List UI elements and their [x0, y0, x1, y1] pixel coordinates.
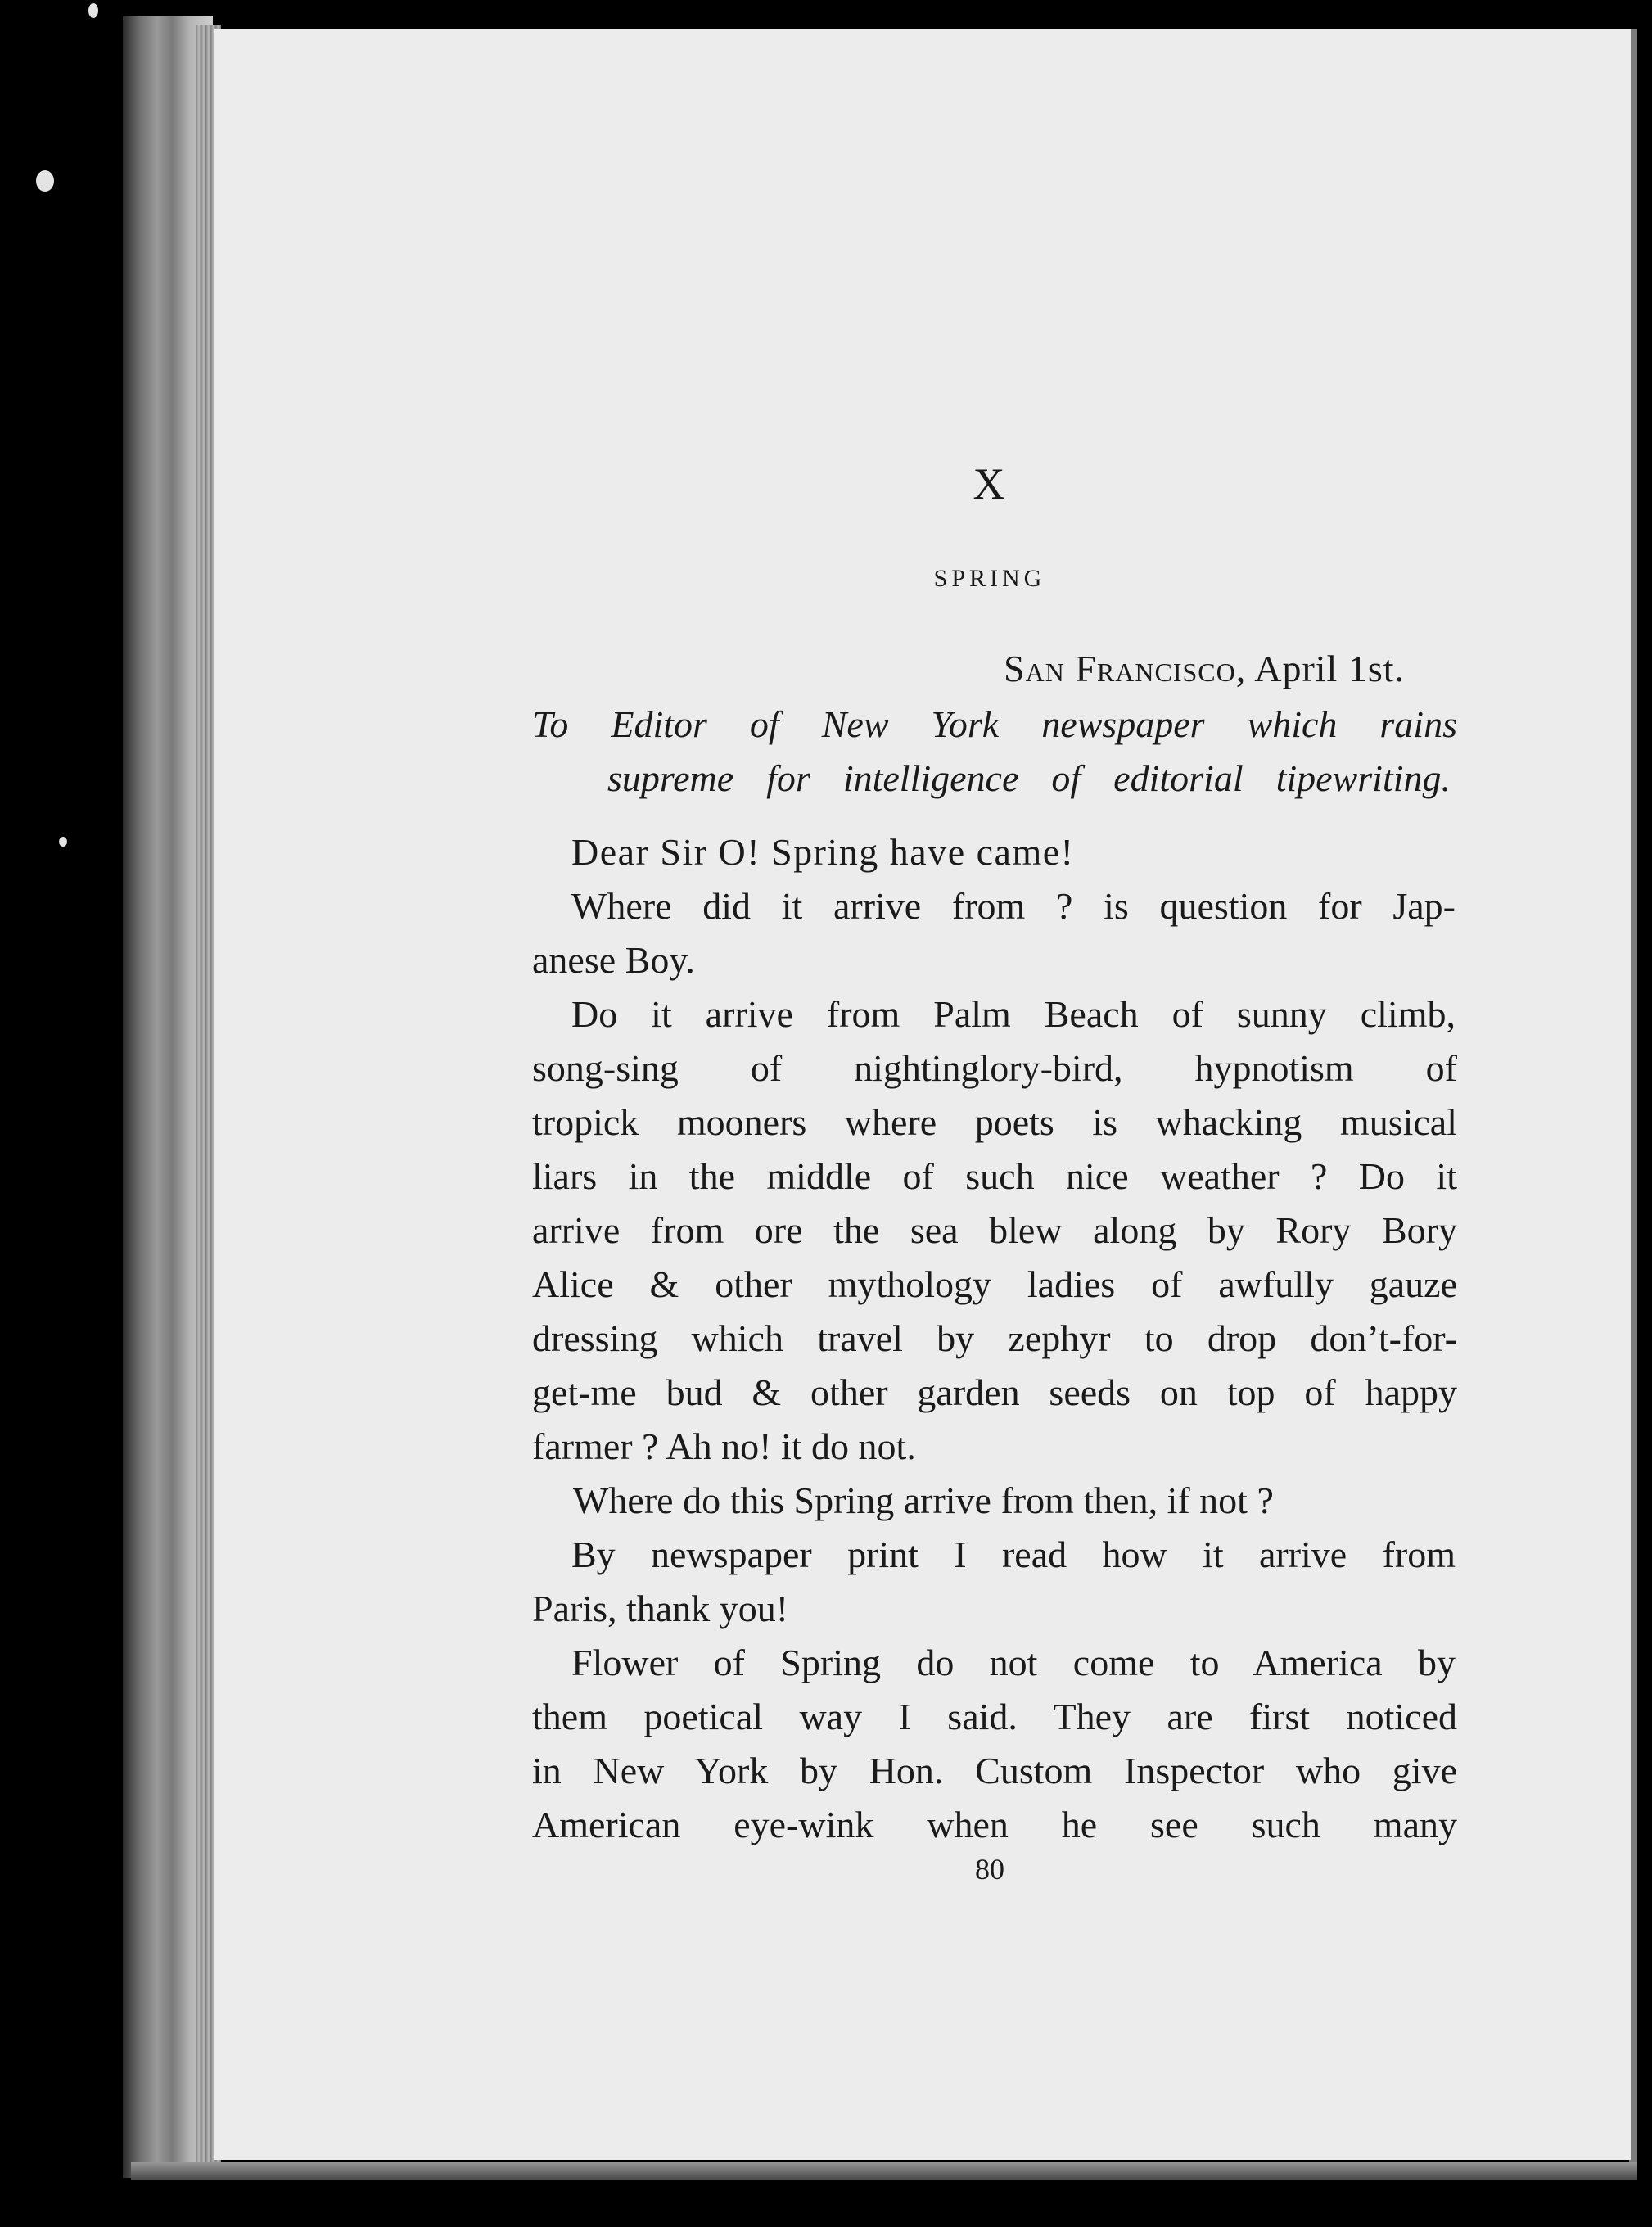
body-line-9: Alice & other mythology ladies of awfully gauze — [532, 1263, 1457, 1305]
dateline-date: April 1st. — [1254, 648, 1405, 689]
chapter-title: SPRING — [933, 565, 1046, 592]
chapter-number: X — [973, 459, 1007, 508]
body-line-11: get-me bud & other garden seeds on top of happy — [532, 1371, 1457, 1413]
body-line-10: dressing which travel by zephyr to drop don’t-for- — [532, 1317, 1457, 1359]
body-line-16: Flower of Spring do not come to America by — [571, 1642, 1456, 1683]
body-line-1: Dear Sir O! Spring have came! — [571, 831, 1075, 873]
body-line-13: Where do this Spring arrive from then, if not ? — [573, 1479, 1274, 1521]
body-line-6: tropick mooners where poets is whacking musical — [532, 1101, 1457, 1143]
body-line-3: anese Boy. — [532, 939, 695, 981]
addressee-line-2: supreme for intelligence of editorial tipewriting. — [607, 757, 1451, 799]
addressee-line-1: To Editor of New York newspaper which rains — [532, 703, 1457, 745]
body-line-7: liars in the middle of such nice weather ? Do it — [532, 1155, 1457, 1197]
dateline-place: San Francisco, — [1004, 648, 1247, 689]
body-line-15: Paris, thank you! — [532, 1588, 789, 1629]
page-number: 80 — [975, 1853, 1004, 1886]
body-line-2: Where did it arrive from ? is question for Jap- — [571, 885, 1456, 927]
dust-speck — [36, 170, 54, 192]
body-line-19: American eye-wink when he see such many — [532, 1804, 1457, 1845]
book-bottom-edge — [131, 2162, 1637, 2180]
body-line-8: arrive from ore the sea blew along by Rory Bory — [532, 1209, 1457, 1251]
dust-speck — [59, 837, 67, 847]
body-line-17: them poetical way I said. They are first noticed — [532, 1696, 1457, 1737]
dust-speck — [88, 3, 98, 18]
body-line-5: song-sing of nightinglory-bird, hypnotism of — [532, 1047, 1457, 1089]
body-line-14: By newspaper print I read how it arrive from — [571, 1534, 1456, 1575]
salutation-line — [571, 825, 1074, 879]
body-line-18: in New York by Hon. Custom Inspector who give — [532, 1750, 1457, 1791]
body-line-4: Do it arrive from Palm Beach of sunny climb, — [571, 993, 1456, 1035]
body-line-12: farmer ? Ah no! it do not. — [532, 1425, 916, 1467]
dateline — [1004, 647, 1405, 690]
